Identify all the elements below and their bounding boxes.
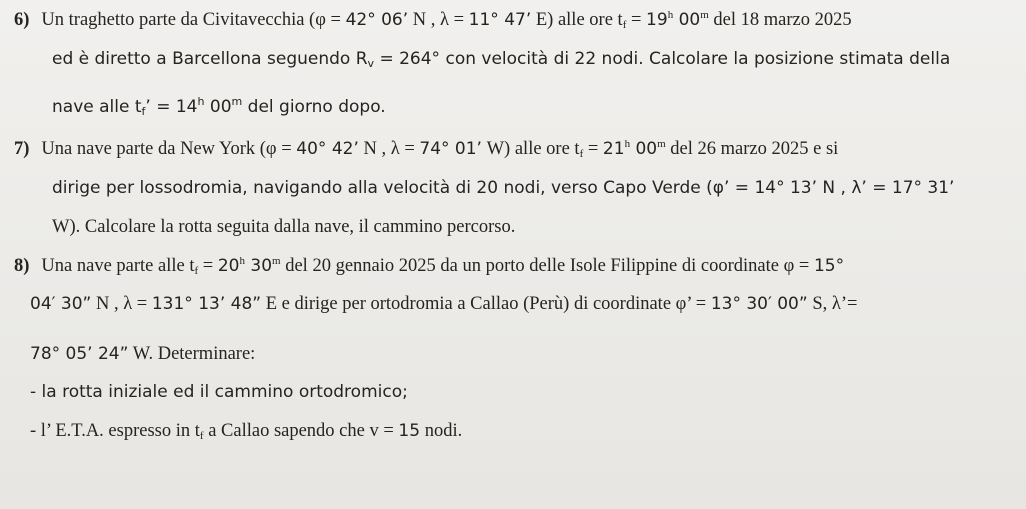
problem-7-line-1: 7) Una nave parte da New York (φ = 40° 42’ N , λ = 74° 01’ W) alle ore $t_f = 21^h$ 00$^m$ del 26 marzo 2025 e si <box>14 138 839 160</box>
problem-6-line-1: 6) Un traghetto parte da Civitavecchia (φ = 42° 06’ N , λ = 11° 47’ E) alle ore $t_f = 19^h$ 00$^m$ del 18 marzo 2025 <box>14 9 852 31</box>
problem-number: 6) <box>14 10 30 30</box>
problem-6-line-3: nave alle $t_f$’ = $14^h$ 00$^m$ del giorno dopo. <box>52 95 386 118</box>
problem-8-line-1: 8) Una nave parte alle $t_f = 20^h$ 30$^m$ del 20 gennaio 2025 da un porto delle Isole Filippine di coordinate φ = 15° <box>14 255 845 277</box>
problem-8-bullet-1: - la rotta iniziale ed il cammino ortodromico; <box>30 382 408 402</box>
problem-8-line-2: 04′ 30” N , λ = 131° 13’ 48” E e dirige per ortodromia a Callao (Perù) di coordinate φ’ = 13° 30′ 00” S, λ’= <box>30 294 858 314</box>
problem-number: 8) <box>14 256 30 276</box>
problem-number: 7) <box>14 139 30 159</box>
problem-8-bullet-2: - l’ E.T.A. espresso in $t_f$ a Callao sapendo che v = 15 nodi. <box>30 421 463 442</box>
problem-7-line-2: dirige per lossodromia, navigando alla velocità di 20 nodi, verso Capo Verde (φ’ = 14° 13’ N , λ’ = 17° 31’ <box>52 178 955 198</box>
problem-8-line-3: 78° 05’ 24” W. Determinare: <box>30 344 256 364</box>
problem-7-line-3: W). Calcolare la rotta seguita dalla nave, il cammino percorso. <box>52 217 516 237</box>
problem-6-line-2: ed è diretto a Barcellona seguendo $R_v = 264^\circ$ con velocità di 22 nodi. Calcolare la posizione stimata della <box>52 49 951 70</box>
